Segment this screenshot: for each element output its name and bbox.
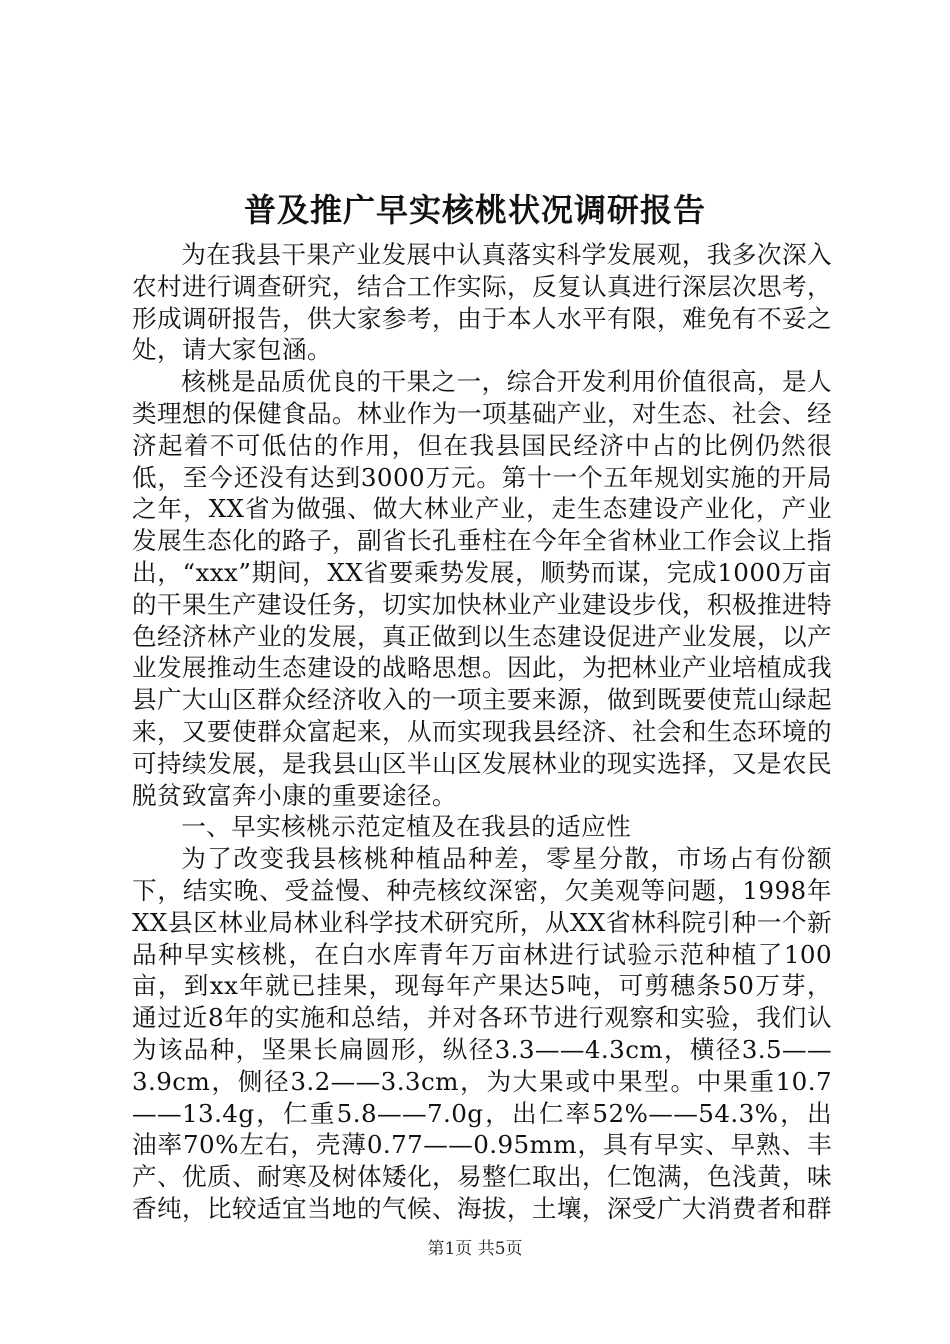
page-footer: 第1页 共5页 — [427, 1239, 523, 1259]
background-paragraph: 核桃是品质优良的干果之一，综合开发利用价值很高，是人类理想的保健食品。林业作为一项基础产业，对生态、社会、经济起着不可低估的作用，但在我县国民经济中占的比例仍然很低，至今还没有达到3000万元。第十一个五年规划实施的开局之年，XX省为做强、做大林业产业，走生态建设产业化，产业发展生态化的路子，副省长孔垂柱在今年全省林业工作会议上指出，“xxx”期间，XX省要乘势发展，顺势而谋，完成1000万亩的干果生产建设任务，切实加快林业产业建设步伐，积极推进特色经济林产业的发展，真正做到以生态建设促进产业发展，以产业发展推动生态建设的战略思想。因此，为把林业产业培植成我县广大山区群众经济收入的一项主要来源，做到既要使荒山绿起来，又要使群众富起来，从而实现我县经济、社会和生态环境的可持续发展，是我县山区半山区发展林业的现实选择，又是农民脱贫致富奔小康的重要途径。 — [132, 367, 832, 810]
intro-paragraph: 为在我县干果产业发展中认真落实科学发展观，我多次深入农村进行调查研究，结合工作实际，反复认真进行深层次思考，形成调研报告，供大家参考，由于本人水平有限，难免有不妥之处，请大家包涵。 — [132, 240, 832, 365]
section-heading: 一、早实核桃示范定植及在我县的适应性 — [181, 812, 632, 842]
document-body — [132, 239, 832, 1225]
section-paragraph: 为了改变我县核桃种植品种差，零星分散，市场占有份额下，结实晚、受益慢、种壳核纹深密，欠美观等问题，1998年XX县区林业局林业科学技术研究所，从XX省林科院引种一个新品种早实核桃，在白水库青年万亩林进行试验示范种植了100亩，到xx年就已挂果，现每年产果达5吨，可剪穗条50万芽，通过近8年的实施和总结，并对各环节进行观察和实验，我们认为该品种，坚果长扁圆形，纵径3.3——4.3cm，横径3.5——3.9cm，侧径3.2——3.3cm，为大果或中果型。中果重10.7——13.4g，仁重5.8——7.0g，出仁率52%——54.3%，出油率70%左右，壳薄0.77——0.95mm，具有早实、早熟、丰产、优质、耐寒及树体矮化，易整仁取出，仁饱满，色浅黄，味香纯，比较适宜当地的气候、海拔，土壤，深受广大消费者和群 — [132, 844, 832, 1223]
document-title: 普及推广早实核桃状况调研报告 — [243, 191, 706, 229]
